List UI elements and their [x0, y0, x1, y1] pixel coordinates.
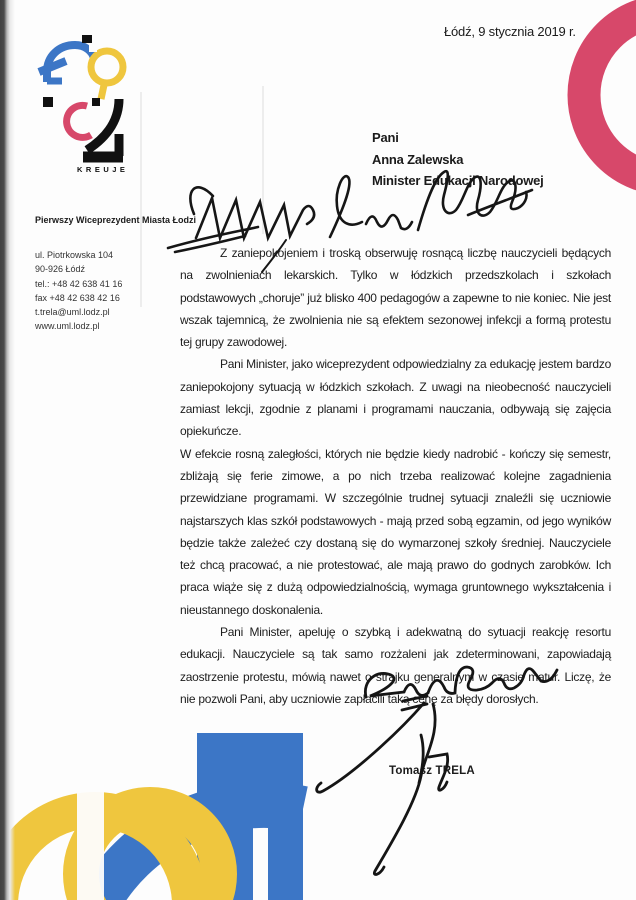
paragraph: W efekcie rosną zaległości, których nie będzie kiedy nadrobić - kończy się semestr, zbliżają się ferie zimowe, a po nich trzeba realizować kolejne zagadnienia przewidziane programami. W szczególnie trudnej sytuacji znaleźli się uczniowie najstarszych klas szkół podstawowych - mają przed sobą egzamin, od jego wyników będzie także zależeć czy dostaną się do wymarzonej szkoły średniej. Nauczyciele też chcą pracować, a nie protestować, ale mają prawo do godnych zarobków. Ich praca wiąże się z dużą odpowiedzialnością, wymaga gruntownego wykształcenia i nieustannego doskonalenia.: [180, 446, 611, 617]
sender-title: Pierwszy Wiceprezydent Miasta Łodzi: [35, 215, 196, 225]
letter-body: [180, 242, 611, 710]
sender-street: ul. Piotrkowska 104: [35, 250, 114, 260]
sender-fax: fax +48 42 638 42 16: [35, 292, 120, 303]
recipient-title: Minister Edukacji Narodowej: [372, 173, 544, 188]
lodz-kreuje-logo-icon: [35, 30, 145, 180]
sender-contact-block: [35, 248, 122, 334]
sender-email: t.trela@uml.lodz.pl: [35, 307, 110, 318]
scan-edge-shadow: [0, 0, 15, 900]
signer-name: Tomasz TRELA: [389, 765, 475, 777]
logo-tagline: KREUJE: [77, 165, 129, 174]
paragraph: Z zaniepokojeniem i troską obserwuję rosnącą liczbę nauczycieli będących na zwolnieniach lekarskich. Tylko w łódzkich przedszkolach i szkołach podstawowych „choruje” już blisko 400 pedagogów a zapewne to nie koniec. Nie jest wszak tajemnicą, że zwolnienia nie są efektem sezonowej infekcji a formą protestu tej grupy zawodowej.: [180, 246, 611, 350]
paragraph: Pani Minister, jako wiceprezydent odpowiedzialny za edukację jestem bardzo zaniepokojony sytuacją w łódzkich szkołach. Z uwagi na nieobecność nauczycieli zamiast lekcji, zgodnie z planami i programami nauczania, odbywają się zajęcia opiekuńcze.: [180, 357, 611, 439]
recipient-salutation: Pani: [372, 130, 399, 145]
handwritten-signature-ink: [300, 650, 590, 890]
sender-phone: tel.: +48 42 638 41 16: [35, 278, 123, 289]
recipient-name: Anna Zalewska: [372, 151, 464, 167]
lodz-brand-graphic: [0, 730, 330, 900]
sender-city: 90-926 Łódź: [35, 264, 86, 275]
paragraph: Pani Minister, apeluję o szybką i adekwatną do sytuacji reakcję resortu edukacji. Nauczyciele są tak samo rozżaleni jak zdeterminowani, zapowiadają zaostrzenie protestu, mówią nawet o strajku generalnym w czasie matur. Liczę, że nie pozwoli Pani, aby uczniowie zapłacili taką cenę za błędy dorosłych.: [180, 625, 611, 706]
sender-website: www.uml.lodz.pl: [35, 321, 100, 332]
handwritten-salutation-ink: [160, 160, 540, 280]
letter-date: Łódź, 9 stycznia 2019 r.: [444, 24, 576, 39]
